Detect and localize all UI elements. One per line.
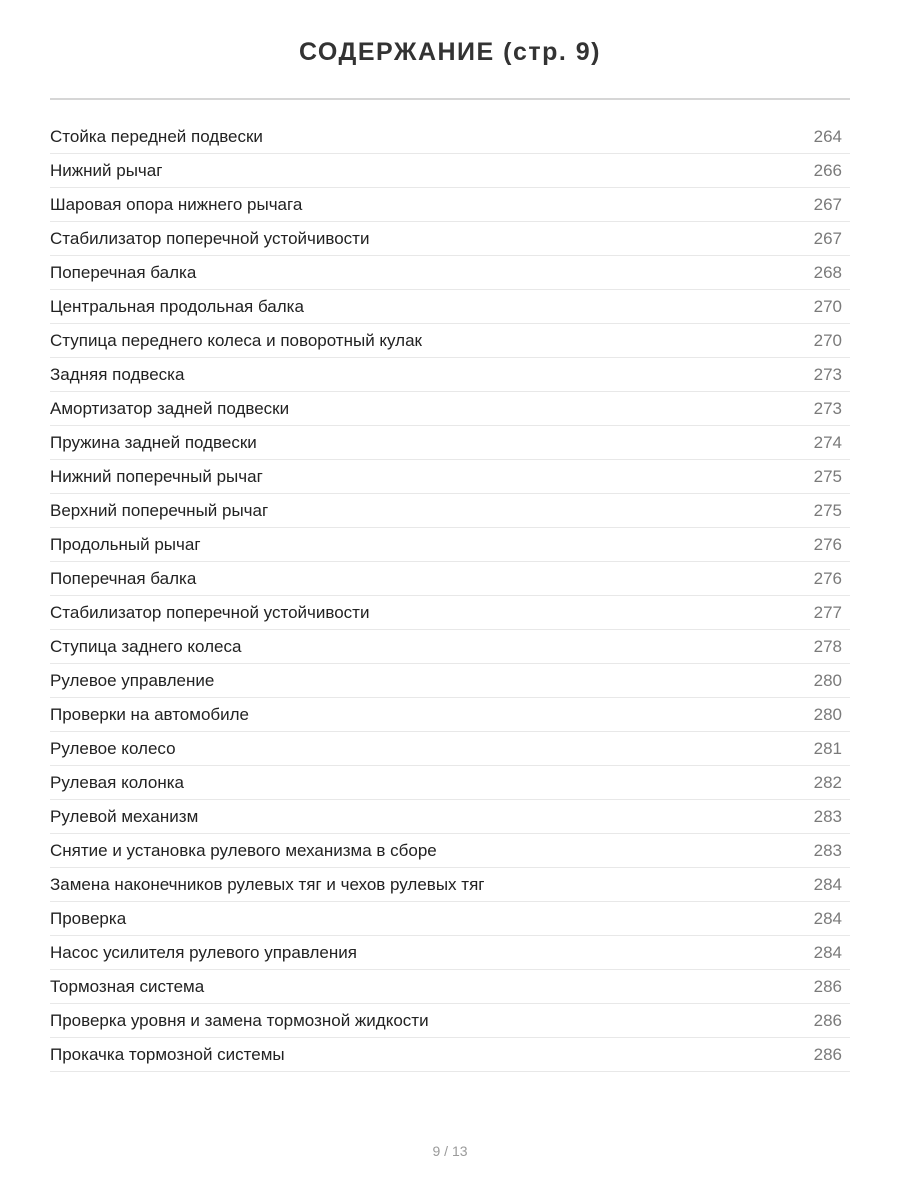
toc-entry[interactable] <box>50 698 850 732</box>
toc-entry-page-number: 283 <box>813 840 842 860</box>
toc-entry[interactable] <box>50 902 850 936</box>
toc-entry-title[interactable]: Проверка уровня и замена тормозной жидкости <box>50 1010 429 1030</box>
toc-entry[interactable] <box>50 936 850 970</box>
toc-entry-page-number: 282 <box>813 772 842 792</box>
toc-entry[interactable] <box>50 562 850 596</box>
toc-entry-page-number: 286 <box>813 1044 842 1064</box>
toc-entry-page-number: 286 <box>813 1010 842 1030</box>
toc-entry[interactable] <box>50 460 850 494</box>
toc-entry-title[interactable]: Нижний рычаг <box>50 160 163 180</box>
toc-entry-title[interactable]: Снятие и установка рулевого механизма в сборе <box>50 840 437 860</box>
page-title: СОДЕРЖАНИЕ (стр. 9) <box>298 38 602 66</box>
toc-entry-page-number: 264 <box>813 126 842 146</box>
toc-entry-page-number: 266 <box>813 160 842 180</box>
toc-entry-page-number: 270 <box>813 296 842 316</box>
toc-entry-title[interactable]: Задняя подвеска <box>50 364 185 384</box>
toc-entry-page-number: 284 <box>813 908 842 928</box>
toc-entry-title[interactable]: Продольный рычаг <box>50 534 201 554</box>
toc-entry[interactable] <box>50 426 850 460</box>
toc-entry-page-number: 270 <box>813 330 842 350</box>
toc-entry-page-number: 278 <box>813 636 842 656</box>
toc-entry-page-number: 276 <box>813 568 842 588</box>
toc-entry-title[interactable]: Стойка передней подвески <box>50 126 263 146</box>
toc-entry-title[interactable]: Насос усилителя рулевого управления <box>50 942 357 962</box>
toc-entry[interactable] <box>50 800 850 834</box>
toc-entry-title[interactable]: Центральная продольная балка <box>50 296 304 316</box>
toc-entry-title[interactable]: Рулевая колонка <box>50 772 184 792</box>
toc-entry-title[interactable]: Ступица переднего колеса и поворотный кулак <box>50 330 422 350</box>
toc-entry-page-number: 275 <box>813 466 842 486</box>
toc-entry[interactable] <box>50 494 850 528</box>
toc-entry-page-number: 275 <box>813 500 842 520</box>
toc-entry-page-number: 281 <box>813 738 842 758</box>
toc-list <box>50 120 850 1072</box>
toc-entry-page-number: 276 <box>813 534 842 554</box>
toc-entry[interactable] <box>50 120 850 154</box>
toc-entry-title[interactable]: Рулевое колесо <box>50 738 176 758</box>
toc-entry-page-number: 286 <box>813 976 842 996</box>
toc-entry-title[interactable]: Пружина задней подвески <box>50 432 257 452</box>
toc-entry-page-number: 267 <box>813 194 842 214</box>
toc-entry[interactable] <box>50 324 850 358</box>
toc-entry-title[interactable]: Ступица заднего колеса <box>50 636 242 656</box>
toc-entry[interactable] <box>50 766 850 800</box>
toc-entry-page-number: 283 <box>813 806 842 826</box>
toc-entry-title[interactable]: Проверки на автомобиле <box>50 704 250 724</box>
toc-entry[interactable] <box>50 358 850 392</box>
toc-entry-title[interactable]: Стабилизатор поперечной устойчивости <box>50 602 370 622</box>
toc-entry[interactable] <box>50 970 850 1004</box>
toc-entry[interactable] <box>50 664 850 698</box>
toc-entry[interactable] <box>50 154 850 188</box>
title-divider <box>50 98 850 100</box>
toc-entry[interactable] <box>50 222 850 256</box>
toc-entry-page-number: 284 <box>813 942 842 962</box>
toc-entry-page-number: 274 <box>813 432 842 452</box>
toc-entry-title[interactable]: Поперечная балка <box>50 262 197 282</box>
toc-entry-title[interactable]: Амортизатор задней подвески <box>50 398 290 418</box>
toc-entry[interactable] <box>50 630 850 664</box>
toc-entry-title[interactable]: Шаровая опора нижнего рычага <box>50 194 303 214</box>
toc-entry-title[interactable]: Рулевое управление <box>50 670 215 690</box>
toc-entry-title[interactable]: Прокачка тормозной системы <box>50 1044 285 1064</box>
toc-entry[interactable] <box>50 528 850 562</box>
toc-entry-title[interactable]: Верхний поперечный рычаг <box>50 500 269 520</box>
toc-entry[interactable] <box>50 834 850 868</box>
toc-entry-title[interactable]: Поперечная балка <box>50 568 197 588</box>
toc-entry-page-number: 277 <box>813 602 842 622</box>
toc-entry-title[interactable]: Проверка <box>50 908 127 928</box>
toc-entry[interactable] <box>50 732 850 766</box>
toc-entry-title[interactable]: Замена наконечников рулевых тяг и чехов рулевых тяг <box>50 874 485 894</box>
toc-entry[interactable] <box>50 290 850 324</box>
toc-entry-page-number: 273 <box>813 398 842 418</box>
toc-entry[interactable] <box>50 868 850 902</box>
toc-entry[interactable] <box>50 256 850 290</box>
toc-entry[interactable] <box>50 596 850 630</box>
toc-entry-page-number: 273 <box>813 364 842 384</box>
toc-entry[interactable] <box>50 1004 850 1038</box>
toc-entry-title[interactable]: Тормозная система <box>50 976 205 996</box>
toc-entry-page-number: 280 <box>813 704 842 724</box>
toc-entry-page-number: 268 <box>813 262 842 282</box>
page-indicator: 9 / 13 <box>432 1143 468 1159</box>
toc-entry-title[interactable]: Нижний поперечный рычаг <box>50 466 263 486</box>
toc-entry[interactable] <box>50 188 850 222</box>
toc-entry-page-number: 284 <box>813 874 842 894</box>
toc-entry[interactable] <box>50 392 850 426</box>
toc-entry-page-number: 267 <box>813 228 842 248</box>
toc-entry-page-number: 280 <box>813 670 842 690</box>
toc-entry[interactable] <box>50 1038 850 1072</box>
toc-entry-title[interactable]: Стабилизатор поперечной устойчивости <box>50 228 370 248</box>
toc-entry-title[interactable]: Рулевой механизм <box>50 806 199 826</box>
